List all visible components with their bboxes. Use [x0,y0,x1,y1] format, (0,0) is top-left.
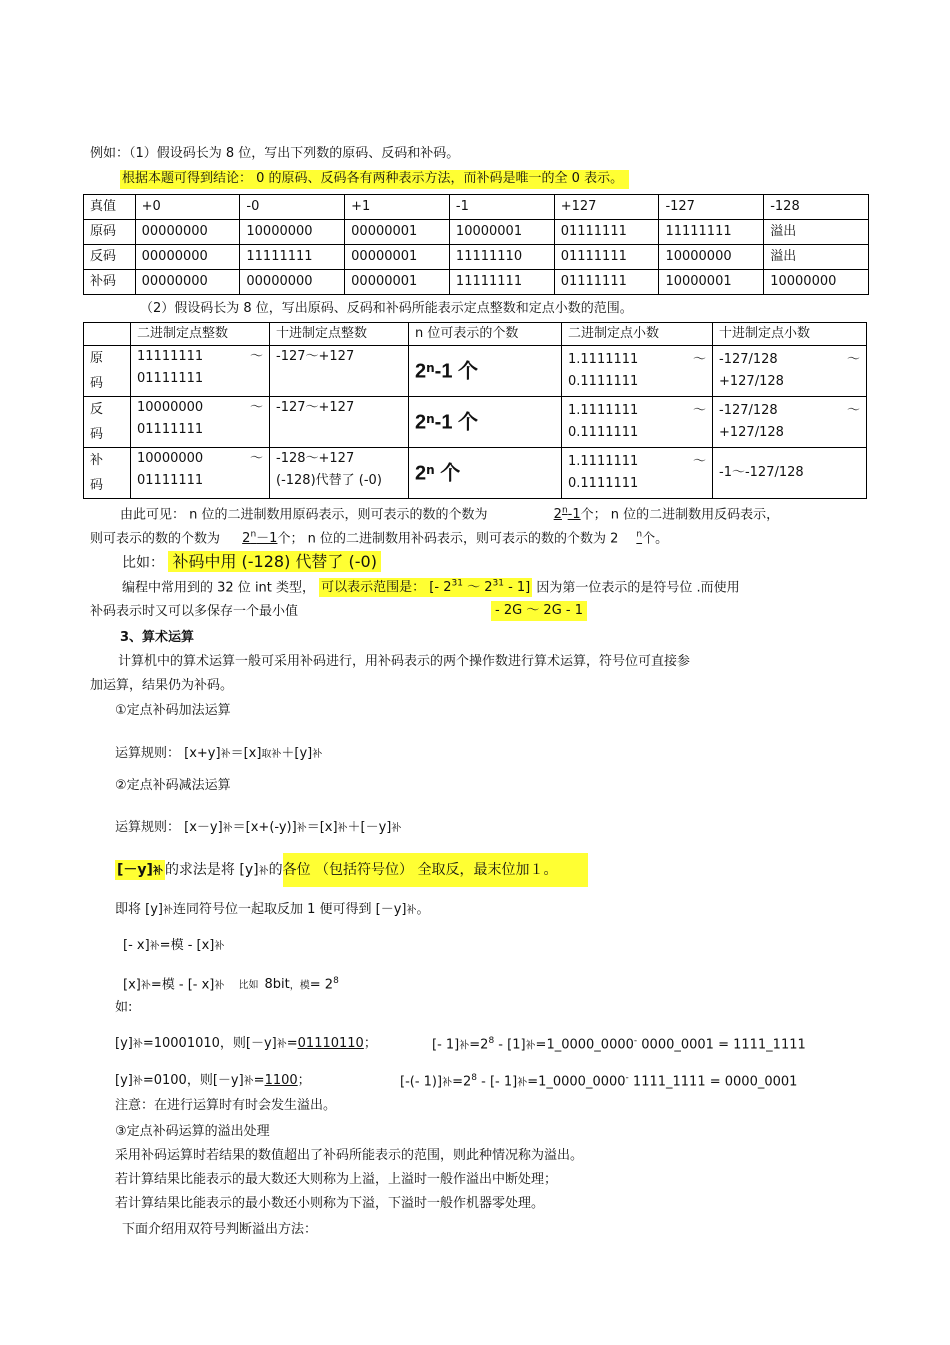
cell-text: ～ [249,451,263,466]
overflow-para-4: 下面介绍用双符号判断溢出方法： [122,1222,318,1237]
add-heading: ①定点补码加法运算 [115,703,231,718]
count-cell: 2$^n$-1 个 [409,346,562,397]
row-label: 真值 [84,195,136,220]
overflow-para-1: 采用补码运算时若结果的数值超出了补码所能表示的范围，则此种情况称为溢出。 [115,1148,584,1163]
cell-text: ～ [846,352,860,367]
example-y-2: [y]补=0100，则[－y]补=1100； [115,1073,311,1088]
cell-text: ～ [692,403,706,418]
row-label: 原码 [84,346,131,397]
bin-int-cell [131,346,270,397]
conclusion-line-2: 则可表示的数的个数为 $2^n-1$个； n 位的二进制数用补码表示，则可表示的数的个数为 2 $^n$个。 [90,530,669,547]
sub-heading: ②定点补码减法运算 [115,778,231,793]
range-table [83,322,867,499]
conclusion-highlight: 根据本题可得到结论： 0 的原码、反码各有两种表示方法，而补码是唯一的全 0 表示。 [120,170,629,189]
row-label: 反码 [84,245,136,270]
bin-int-cell [131,448,270,499]
row-label: 原码 [84,220,136,245]
table-cell: 01111111 [554,270,659,295]
overflow-note: 注意：在进行运算时有时会发生溢出。 [115,1098,337,1113]
para-arith: 计算机中的算术运算一般可采用补码进行，用补码表示的两个操作数进行算术运算，符号位可直接参 [118,654,691,669]
table-cell: -1 [449,195,554,220]
table-cell: 00000000 [135,220,240,245]
conclusion-line-1: 由此可见： n 位的二进制数用原码表示，则可表示的数的个数为 2$^n$-1个； n 位的二进制数用反码表示， [120,506,780,523]
cell-text: -127/128 [719,403,778,418]
int-range-gb-highlight: - 2G ～ 2G - 1 [491,601,587,621]
cell-text: 0.1111111 [568,476,639,491]
cell-text: ～ [249,349,263,364]
example-label: 如: [115,1000,133,1015]
cell-text: -127/128 [719,352,778,367]
cell-text: -127～+127 [276,400,355,415]
cell-text: -128～+127 [276,451,355,466]
count-cell: 2$^n$ 个 [409,448,562,499]
example-note: 比如： 补码中用 (-128) 代替了 (-0) [122,552,381,572]
table-cell: 溢出 [764,220,869,245]
cell-text: -127～+127 [276,349,355,364]
table-cell: 00000001 [345,270,450,295]
cell-text: 11111111 [137,349,204,364]
cell-text: 10000000 [137,451,204,466]
table-cell: +0 [135,195,240,220]
bin-frac-cell [562,346,713,397]
table-cell: -0 [240,195,345,220]
cell-text: ～ [846,403,860,418]
cell-text: +127/128 [719,374,784,389]
table-row [84,245,869,270]
section-heading: 3、算术运算 [120,630,195,645]
dec-frac-cell [713,397,867,448]
dec-frac-cell [713,448,867,499]
example-2-intro: （2）假设码长为 8 位，写出原码、反码和补码所能表示定点整数和定点小数的范围。 [140,301,633,316]
table-cell: 10000001 [449,220,554,245]
example-intro: 例如：（1）假设码长为 8 位，写出下列数的原码、反码和补码。 [90,146,460,161]
table-row [84,195,869,220]
complement-highlight: 补码中用 (-128) 代替了 (-0) [168,551,381,572]
bin-frac-cell [562,397,713,448]
dec-frac-cell [713,346,867,397]
cell-text: 0.1111111 [568,425,639,440]
table-row [84,270,869,295]
table-cell: 00000001 [345,245,450,270]
table-cell: 溢出 [764,245,869,270]
table-cell: 10000000 [659,245,764,270]
table-cell: 00000000 [135,270,240,295]
cell-text: 01111111 [137,422,204,437]
table-cell: 01111111 [554,245,659,270]
row-label: 补码 [84,270,136,295]
table-cell: 00000000 [135,245,240,270]
column-header: 二进制定点小数 [562,323,713,346]
column-header: 二进制定点整数 [131,323,270,346]
formula-neg-x: [- x]补=模 - [x]补 [123,938,225,953]
add-rule: 运算规则： [x+y]补＝[x]取补＋[y]补 [115,746,323,761]
int-range-highlight: 可以表示范围是： [- $2^{31}$ ～ $2^{31} - 1$] [321,579,531,596]
overflow-para-3: 若计算结果比能表示的最小数还小则称为下溢，下溢时一般作机器零处理。 [115,1196,545,1211]
table-cell: 00000000 [240,270,345,295]
neg-y-line: [－y]补 的求法是将 [y]补的各位 （包括符号位） 全取反，最末位加１。 [115,862,588,879]
neg-y-highlight: 各位 （包括符号位） 全取反，最末位加１。 [283,853,588,887]
table-cell: +1 [345,195,450,220]
cell-text: +127/128 [719,425,784,440]
count-cell: 2$^n$-1 个 [409,397,562,448]
table-header-row [84,323,867,346]
cell-text: 1.1111111 [568,352,639,367]
table-cell: 11111111 [449,270,554,295]
cell-text: ～ [692,454,706,469]
cell-text: 1.1111111 [568,454,639,469]
table-cell: 11111111 [659,220,764,245]
table-cell: +127 [554,195,659,220]
table-cell: 10000000 [240,220,345,245]
cell-text: ～ [249,400,263,415]
cell-text: -1～-127/128 [719,465,804,480]
table-cell: 00000001 [345,220,450,245]
row-label: 补码 [84,448,131,499]
table-cell: -127 [659,195,764,220]
table-cell: 01111111 [554,220,659,245]
bin-int-cell [131,397,270,448]
cell-text: ～ [692,352,706,367]
column-header [84,323,131,346]
table-row [84,448,867,499]
code-table [83,194,869,295]
row-label: 反码 [84,397,131,448]
example-y-1: [y]补=10001010，则[－y]补=01110110； [115,1036,377,1051]
cell-text: (-128)代替了 (-0) [276,473,382,488]
neg-y-summary: 即将 [y]补连同符号位一起取反加 1 便可得到 [－y]补。 [115,902,430,917]
table-cell: 11111111 [240,245,345,270]
formula-x: [x]补=模 - [- x]补 比如 8bit，模= $2^8$ [123,976,339,993]
table-cell: 10000001 [659,270,764,295]
table-cell: 10000000 [764,270,869,295]
table-row [84,397,867,448]
sub-rule: 运算规则： [x－y]补＝[x+(-y)]补＝[x]补＋[－y]补 [115,820,402,835]
column-header: 十进制定点小数 [713,323,867,346]
cell-text: 10000000 [137,400,204,415]
column-header: 十进制定点整数 [270,323,409,346]
cell-text: 0.1111111 [568,374,639,389]
overflow-para-2: 若计算结果比能表示的最大数还大则称为上溢，上溢时一般作溢出中断处理； [115,1172,558,1187]
int-range-line: 编程中常用到的 32 位 int 类型， 可以表示范围是： [- $2^{31}$ ～ $2^{31} - 1$] 因为第一位表示的是符号位 .而使用 [122,579,740,596]
table-row [84,346,867,397]
table-cell: -128 [764,195,869,220]
cell-text: 01111111 [137,371,204,386]
bin-frac-cell [562,448,713,499]
table-row [84,220,869,245]
example-calc-2: [-(- 1)]补$=2^8$ - [- 1]补=1_0000_0000- 1111_1111 = 0000_0001 [400,1073,798,1090]
cell-text: 01111111 [137,473,204,488]
para-arith-2: 加运算，结果仍为补码。 [90,678,234,693]
int-range-line-2: 补码表示时又可以多保存一个最小值 [90,604,299,619]
column-header: n 位可表示的个数 [409,323,562,346]
dec-int-cell [270,397,409,448]
table-cell: 11111110 [449,245,554,270]
dec-int-cell [270,346,409,397]
example-calc-1: [- 1]补$=2^8 - [1]$补=1_0000_0000- 0000_0001 = 1111_1111 [432,1036,806,1053]
overflow-heading: ③定点补码运算的溢出处理 [115,1124,270,1139]
cell-text: 1.1111111 [568,403,639,418]
dec-int-cell [270,448,409,499]
